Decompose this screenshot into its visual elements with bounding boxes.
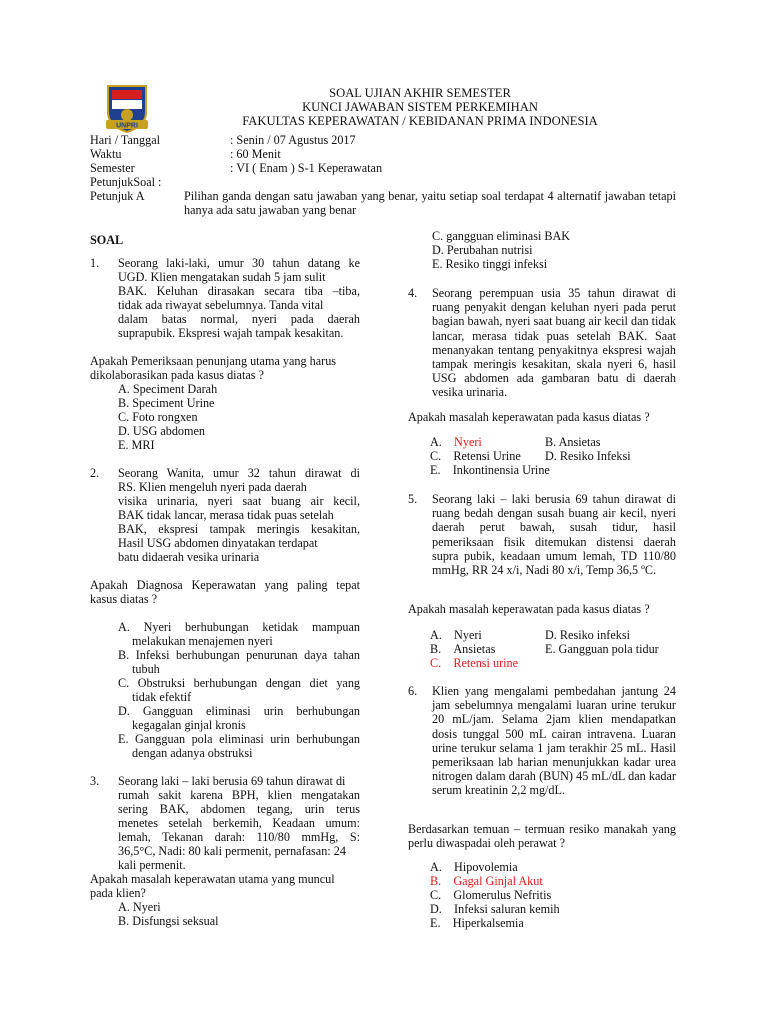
q3-option-d: D. Perubahan nutrisi bbox=[432, 243, 533, 257]
q1-option-c: C. Foto rongxen bbox=[118, 410, 198, 424]
q2-question: Apakah Diagnosa Keperawatan yang paling tepat kasus diatas ? bbox=[90, 578, 360, 607]
instruction-text: Pilihan ganda dengan satu jawaban yang benar, yaitu setiap soal terdapat 4 alternatif jawaban tetapi hanya ada satu jawaban yang benar bbox=[184, 189, 676, 218]
q1-line-2: UGD. Klien mengatakan sudah 5 jam sulit bbox=[118, 270, 326, 284]
q3-line-2: rumah sakit karena BPH, klien mengatakan bbox=[118, 788, 360, 802]
info-label-instructions: PetunjukSoal : bbox=[90, 175, 162, 189]
header-line-3: FAKULTAS KEPERAWATAN / KEBIDANAN PRIMA INDONESIA bbox=[242, 114, 598, 128]
q4-option-b: B. Ansietas bbox=[545, 435, 601, 449]
q2-option-e: E. Gangguan pola eliminasi urin berhubungan dengan adanya obstruksi bbox=[118, 732, 360, 761]
q2-line-4: BAK tidak lancar, merasa tidak puas setelah bbox=[118, 508, 334, 522]
q1-line-5: dalam batas normal, nyeri pada daerah bbox=[118, 312, 360, 326]
q1-number: 1. bbox=[90, 256, 100, 270]
q3-line-6: 36,5°C, Nadi: 80 kali permenit, pernafasan: 24 bbox=[118, 844, 346, 858]
q3-line-7: kali permenit. bbox=[118, 858, 186, 872]
q5-option-e: E. Gangguan pola tidur bbox=[545, 642, 659, 656]
soal-title: SOAL bbox=[90, 233, 124, 247]
q6-option-c: C. Glomerulus Nefritis bbox=[430, 888, 552, 902]
info-label-semester: Semester bbox=[90, 161, 135, 175]
q5-option-d: D. Resiko infeksi bbox=[545, 628, 630, 642]
q4-text: Seorang perempuan usia 35 tahun dirawat di ruang penyakit dengan keluhan nyeri pada perut bagian bawah, nyeri saat buang air kecil dan tidak lancar, merasa tidak puas setelah BAK. Saat menanyakan tentang penyakitnya ekspresi wajah tampak meringis kesakitan, skala nyeri 6, hasil USG abdomen ada gambaran batu di daerah vesika urinaria. bbox=[432, 286, 676, 400]
info-value-semester: : VI ( Enam ) S-1 Keperawatan bbox=[230, 161, 383, 175]
q2-option-a: A. Nyeri berhubungan ketidak mampuan melakukan menajemen nyeri bbox=[118, 620, 361, 649]
q1-line-6: suprapubik. Ekspresi wajah tampak kesakitan. bbox=[118, 326, 344, 340]
q3-line-4: menetes setelah berkemih, Keadaan umum: bbox=[118, 816, 360, 830]
q2-line-6: Hasil USG abdomen dinyatakan terdapat bbox=[118, 536, 318, 550]
q3-option-a: A. Nyeri bbox=[118, 900, 161, 914]
info-label-time: Waktu bbox=[90, 147, 122, 161]
q5-option-c: C. Retensi urine bbox=[430, 656, 519, 670]
q5-question: Apakah masalah keperawatan pada kasus diatas ? bbox=[408, 602, 650, 616]
q4-option-a: A. Nyeri bbox=[430, 435, 482, 449]
q2-option-d: D. Gangguan eliminasi urin berhubungan kegagalan ginjal kronis bbox=[118, 704, 361, 733]
header-line-1: SOAL UJIAN AKHIR SEMESTER bbox=[329, 86, 511, 100]
q2-number: 2. bbox=[90, 466, 100, 480]
q1-line-3: BAK. Keluhan dirasakan secara tiba –tiba, bbox=[118, 284, 360, 298]
q1-line-1: Seorang laki-laki, umur 30 tahun datang ke bbox=[118, 256, 360, 270]
q3-option-e: E. Resiko tinggi infeksi bbox=[432, 257, 548, 271]
q6-option-e: E. Hiperkalsemia bbox=[430, 916, 524, 930]
q4-number: 4. bbox=[408, 286, 418, 300]
q2-line-7: batu didaerah vesika urinaria bbox=[118, 550, 260, 564]
header-line-2: KUNCI JAWABAN SISTEM PERKEMIHAN bbox=[302, 100, 538, 114]
q6-number: 6. bbox=[408, 684, 418, 698]
q4-option-d: D. Resiko Infeksi bbox=[545, 449, 631, 463]
q3-number: 3. bbox=[90, 774, 100, 788]
q5-option-b: B. Ansietas bbox=[430, 642, 496, 656]
q1-option-a: A. Speciment Darah bbox=[118, 382, 218, 396]
q6-question: Berdasarkan temuan – termuan resiko manakah yang perlu diwaspadai oleh perawat ? bbox=[408, 822, 676, 851]
q1-question: Apakah Pemeriksaan penunjang utama yang harus dikolaborasikan pada kasus diatas ? bbox=[90, 354, 337, 383]
q5-text: Seorang laki – laki berusia 69 tahun dirawat di ruang bedah dengan susah buang air kecil, nyeri daerah perut bawah, susah tidur, hasil pemeriksaan fisik ditemukan distensi daerah supra pubik, keadaan umum lemah, TD 110/80 mmHg, RR 24 x/i, Nadi 80 x/i, Temp 36,5 ºC. bbox=[432, 492, 676, 578]
q2-line-1: Seorang Wanita, umur 32 tahun dirawat di bbox=[118, 466, 360, 480]
q4-option-c: C. Retensi Urine bbox=[430, 449, 521, 463]
q1-option-e: E. MRI bbox=[118, 438, 155, 452]
q4-option-e: E. Inkontinensia Urine bbox=[430, 463, 550, 477]
q3-line-1: Seorang laki – laki berusia 69 tahun dirawat di bbox=[118, 774, 346, 788]
q6-text: Klien yang mengalami pembedahan jantung 24 jam sebelumnya mengalami luaran urine terukur 20 mL/jam. Selama 2jam klien mendapatkan dosis tunggal 500 mL cairan intravena. Luaran urine terukur selama 1 jam terakhir 25 mL. Hasil pemeriksaan lab harian menunjukkan kadar urea nitrogen dalam darah (BUN) 45 mL/dL dan kadar serum kreatinin 2,2 mg/dL. bbox=[432, 684, 676, 798]
q2-line-2: RS. Klien mengeluh nyeri pada daerah bbox=[118, 480, 307, 494]
info-label-date: Hari / Tanggal bbox=[90, 133, 160, 147]
q4-question: Apakah masalah keperawatan pada kasus diatas ? bbox=[408, 410, 650, 424]
q2-line-5: BAK, ekspresi tampak meringis kesakitan, bbox=[118, 522, 360, 536]
q3-question: Apakah masalah keperawatan utama yang muncul pada klien? bbox=[90, 872, 335, 901]
q5-number: 5. bbox=[408, 492, 418, 506]
q2-option-c: C. Obstruksi berhubungan dengan diet yang tidak efektif bbox=[118, 676, 361, 705]
q6-option-b: B. Gagal Ginjal Akut bbox=[430, 874, 543, 888]
q5-option-a: A. Nyeri bbox=[430, 628, 482, 642]
info-value-date: : Senin / 07 Agustus 2017 bbox=[230, 133, 356, 147]
logo-text: UNPRI bbox=[116, 122, 138, 130]
q1-option-d: D. USG abdomen bbox=[118, 424, 205, 438]
university-logo bbox=[104, 82, 150, 134]
info-value-time: : 60 Menit bbox=[230, 147, 281, 161]
q1-line-4: tidak ada riwayat sebelumnya. Tanda vital bbox=[118, 298, 324, 312]
q6-option-a: A. Hipovolemia bbox=[430, 860, 518, 874]
q2-option-b: B. Infeksi berhubungan penurunan daya tahan tubuh bbox=[118, 648, 360, 677]
q2-line-3: visika urinaria, nyeri saat buang air kecil, bbox=[118, 494, 360, 508]
q1-option-b: B. Speciment Urine bbox=[118, 396, 215, 410]
q3-line-5: lemah, Tekanan darah: 110/80 mmHg, S: bbox=[118, 830, 360, 844]
q3-option-c: C. gangguan eliminasi BAK bbox=[432, 229, 571, 243]
q3-line-3: sering BAK, abdomen tegang, urin terus bbox=[118, 802, 360, 816]
q3-option-b: B. Disfungsi seksual bbox=[118, 914, 219, 928]
q6-option-d: D. Infeksi saluran kemih bbox=[430, 902, 560, 916]
info-label-instruction-a: Petunjuk A bbox=[90, 189, 145, 203]
